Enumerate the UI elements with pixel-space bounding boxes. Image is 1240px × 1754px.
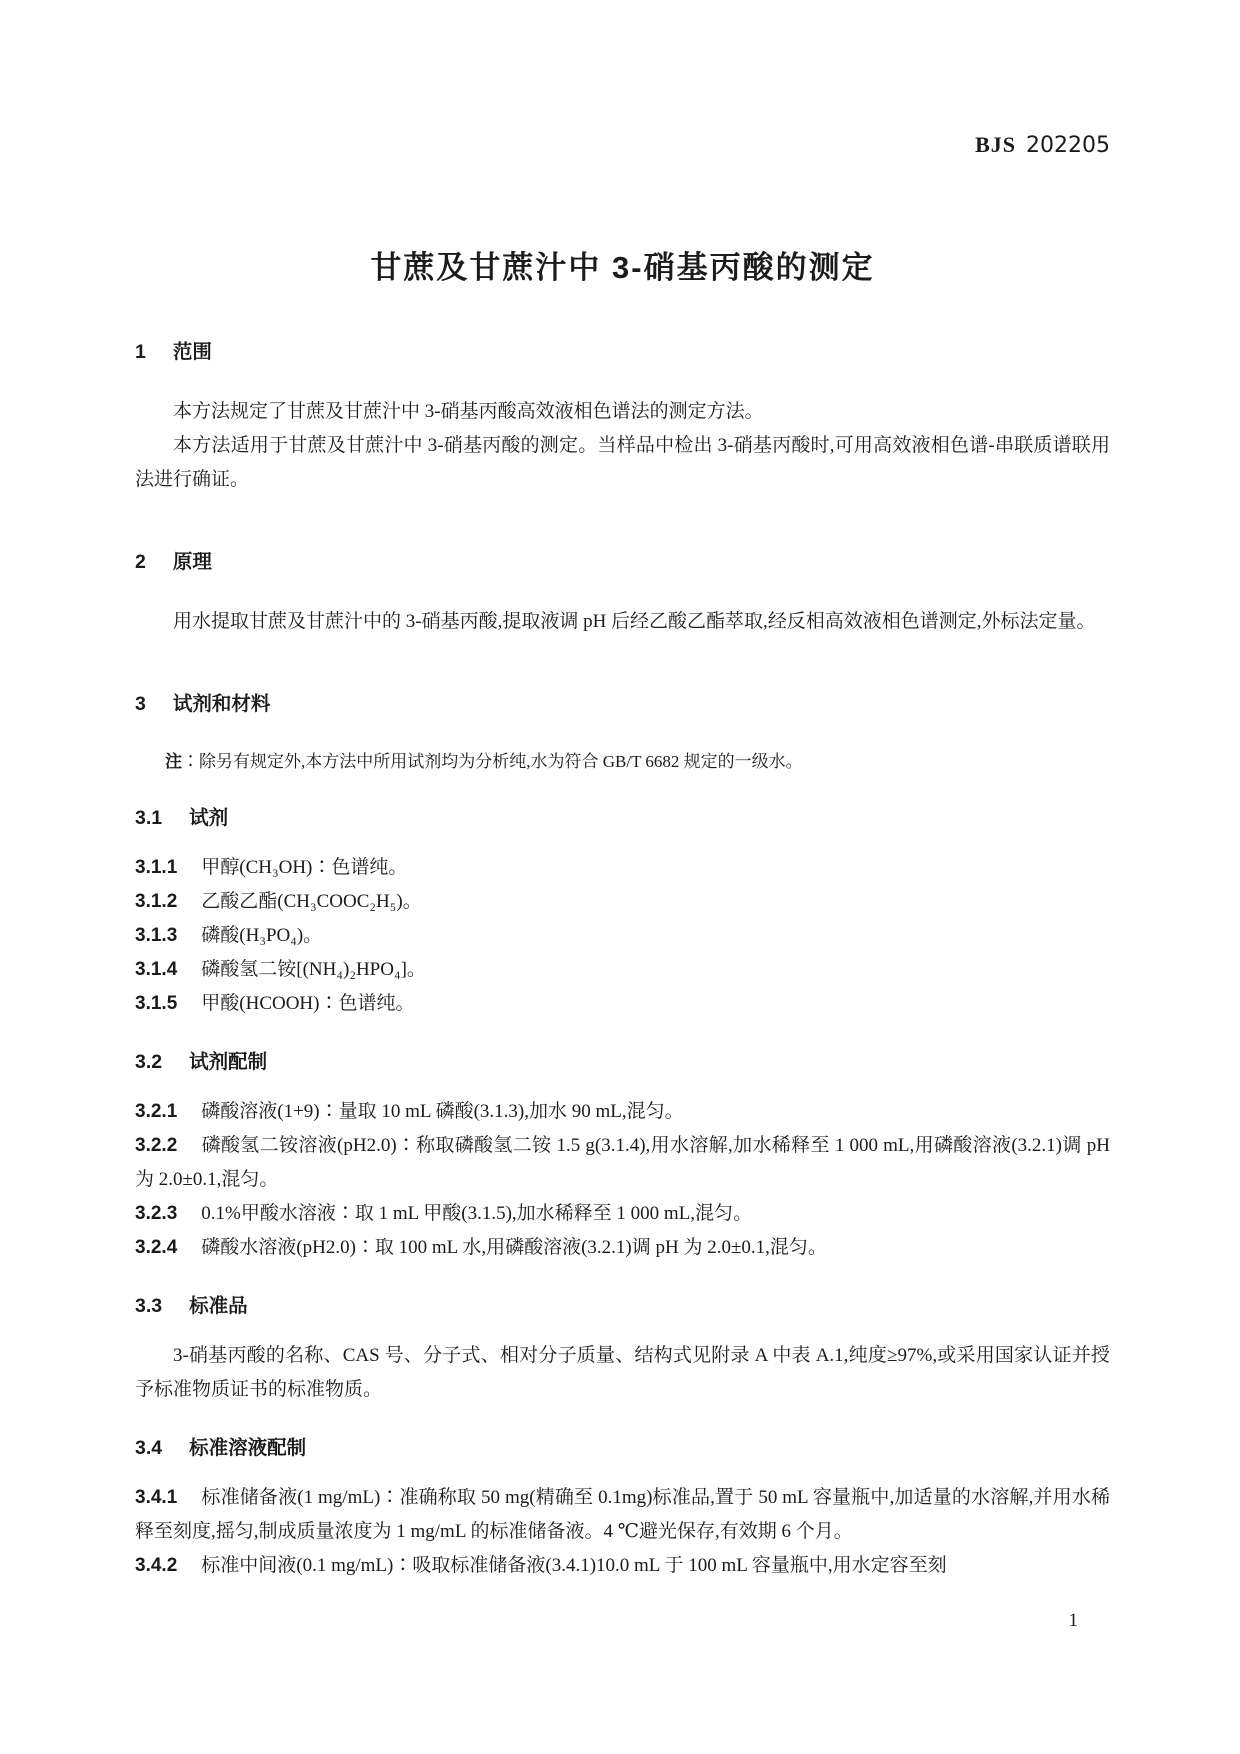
clause-3-2-2 — [135, 1129, 1110, 1197]
clause-number: 3.2.2 — [135, 1135, 178, 1156]
chapter-number: 2 — [135, 551, 146, 573]
clause-3-1-2 — [135, 885, 1110, 919]
clause-3-1-4 — [135, 953, 1110, 987]
clause-text: 标准储备液(1 mg/mL)∶准确称取 50 mg(精确至 0.1mg)标准品,置于 50 mL 容量瓶中,加适量的水溶解,并用水稀释至刻度,摇匀,制成质量浓度为 1 mg/mL 的标准储备液。4 ℃避光保存,有效期 6 个月。 — [135, 1487, 1110, 1542]
sub-number: 3.3 — [135, 1295, 163, 1317]
clause-text: 甲酸(HCOOH)∶色谱纯。 — [201, 993, 415, 1014]
clause-text: 0.1%甲酸水溶液∶取 1 mL 甲酸(3.1.5),加水稀释至 1 000 mL,混匀。 — [201, 1203, 753, 1224]
note-text: ∶除另有规定外,本方法中所用试剂均为分析纯,水为符合 GB/T 6682 规定的一级水。 — [182, 752, 803, 771]
clause-text: 磷酸(H₃PO₄)。 — [201, 925, 323, 946]
clause-number: 3.2.3 — [135, 1203, 178, 1224]
clause-3-2-3 — [135, 1197, 1110, 1231]
chapter-label: 原理 — [172, 551, 212, 573]
clause-number: 3.1.5 — [135, 993, 178, 1014]
chapter-number: 1 — [135, 341, 146, 363]
note-prefix: 注 — [165, 752, 182, 771]
clause-text: 磷酸水溶液(pH2.0)∶取 100 mL 水,用磷酸溶液(3.2.1)调 pH 为 2.0±0.1,混匀。 — [201, 1237, 827, 1258]
clause-number: 3.1.1 — [135, 857, 178, 878]
sub-label: 试剂配制 — [189, 1051, 268, 1073]
clause-3-2-1 — [135, 1095, 1110, 1129]
clause-3-1-3 — [135, 919, 1110, 953]
chapter-label: 试剂和材料 — [172, 693, 271, 715]
clause-text: 磷酸溶液(1+9)∶量取 10 mL 磷酸(3.1.3),加水 90 mL,混匀。 — [201, 1101, 684, 1122]
sub-heading-3-4-standard-solutions — [135, 1435, 1110, 1461]
clause-text: 甲醇(CH₃OH)∶色谱纯。 — [201, 857, 408, 878]
paragraph-principle: 用水提取甘蔗及甘蔗汁中的 3-硝基丙酸,提取液调 pH 后经乙酸乙酯萃取,经反相高效液相色谱测定,外标法定量。 — [173, 611, 1096, 632]
sub-label: 试剂 — [189, 807, 229, 829]
clause-3-1-5 — [135, 987, 1110, 1021]
sub-heading-3-2-reagent-preparation — [135, 1049, 1110, 1075]
sub-heading-3-3-standard — [135, 1293, 1110, 1319]
clause-3-1-1 — [135, 851, 1110, 885]
clause-3-4-1 — [135, 1481, 1110, 1549]
chapter-heading-2-principle — [135, 549, 1110, 575]
page-number: 1 — [1068, 1610, 1078, 1631]
note-reagent-purity — [135, 747, 1110, 777]
sub-number: 3.1 — [135, 807, 163, 829]
document-title: 甘蔗及甘蔗汁中 3-硝基丙酸的测定 — [370, 250, 875, 285]
chapter-number: 3 — [135, 693, 146, 715]
clause-number: 3.4.1 — [135, 1487, 178, 1508]
clause-number: 3.1.2 — [135, 891, 178, 912]
paragraph-standard: 3-硝基丙酸的名称、CAS 号、分子式、相对分子质量、结构式见附录 A 中表 A.1,纯度≥97%,或采用国家认证并授予标准物质证书的标准物质。 — [135, 1345, 1110, 1400]
doc-number-digits: 202205 — [1026, 133, 1110, 158]
paragraph-scope-2: 本方法适用于甘蔗及甘蔗汁中 3-硝基丙酸的测定。当样品中检出 3-硝基丙酸时,可用高效液相色谱-串联质谱联用法进行确证。 — [135, 435, 1110, 490]
clause-number: 3.4.2 — [135, 1555, 178, 1576]
clause-3-4-2 — [135, 1549, 1110, 1583]
clause-text: 标准中间液(0.1 mg/mL)∶吸取标准储备液(3.4.1)10.0 mL 于 100 mL 容量瓶中,用水定容至刻 — [201, 1555, 947, 1576]
clause-number: 3.2.4 — [135, 1237, 178, 1258]
clause-text: 磷酸氢二铵[(NH₄)₂HPO₄]。 — [201, 959, 426, 980]
sub-number: 3.2 — [135, 1051, 163, 1073]
chapter-label: 范围 — [172, 341, 212, 363]
chapter-heading-3-reagents — [135, 691, 1110, 717]
doc-number — [975, 132, 1110, 158]
clause-number: 3.1.4 — [135, 959, 178, 980]
clause-number: 3.2.1 — [135, 1101, 178, 1122]
doc-number-code: BJS — [975, 132, 1017, 157]
chapter-heading-1-scope — [135, 339, 1110, 365]
sub-label: 标准品 — [189, 1295, 248, 1317]
clause-text: 乙酸乙酯(CH₃COOC₂H₅)。 — [201, 891, 422, 912]
paragraph-scope-1: 本方法规定了甘蔗及甘蔗汁中 3-硝基丙酸高效液相色谱法的测定方法。 — [173, 401, 764, 422]
sub-label: 标准溶液配制 — [189, 1437, 307, 1459]
sub-number: 3.4 — [135, 1437, 163, 1459]
clause-number: 3.1.3 — [135, 925, 178, 946]
clause-3-2-4 — [135, 1231, 1110, 1265]
sub-heading-3-1-reagents — [135, 805, 1110, 831]
clause-text: 磷酸氢二铵溶液(pH2.0)∶称取磷酸氢二铵 1.5 g(3.1.4),用水溶解,加水稀释至 1 000 mL,用磷酸溶液(3.2.1)调 pH 为 2.0±0.1,混匀。 — [135, 1135, 1110, 1190]
